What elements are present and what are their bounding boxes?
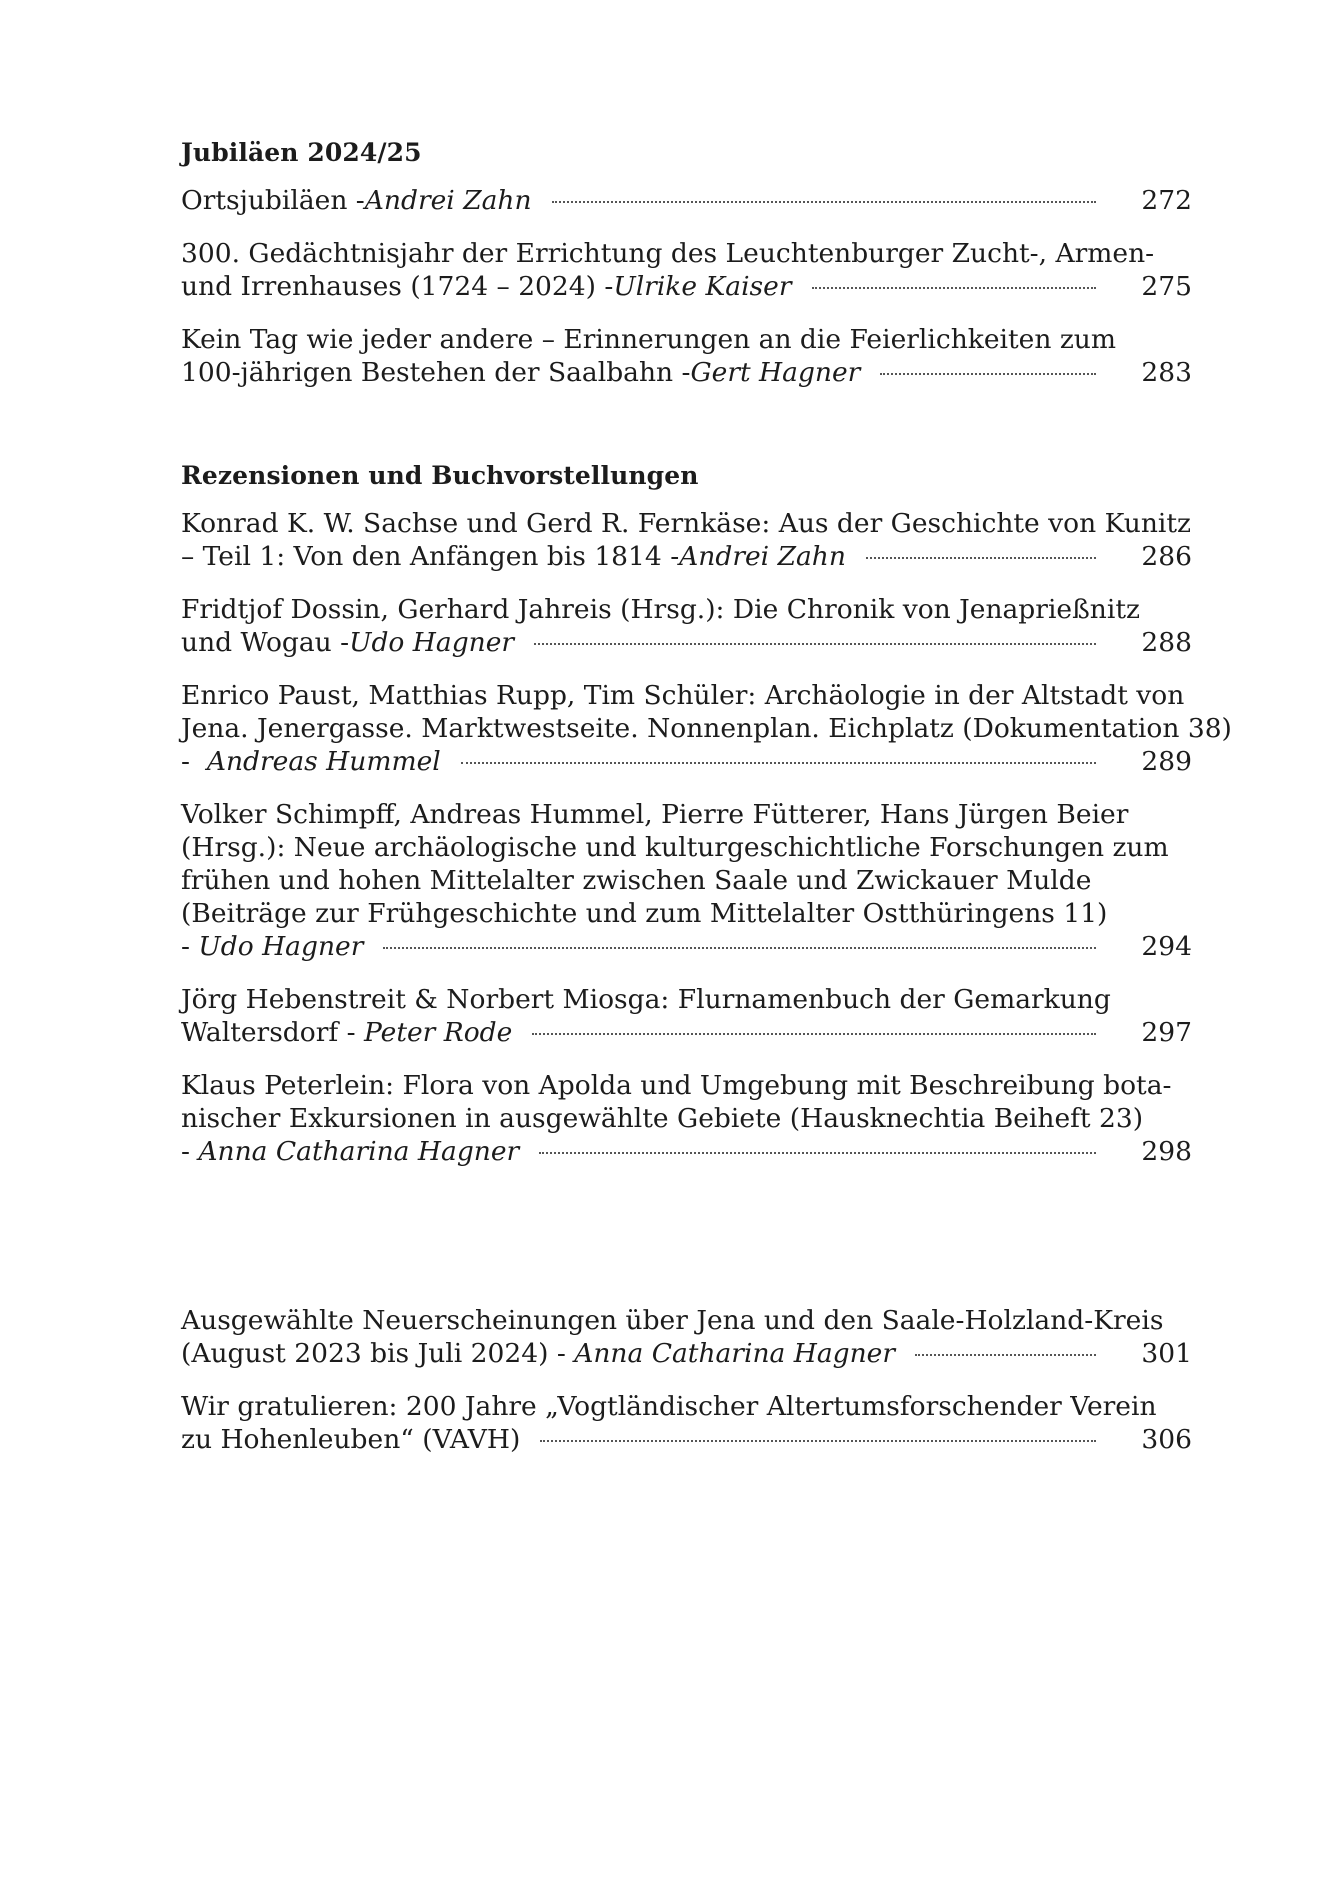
toc-entry[interactable]: [181, 323, 1192, 389]
page-number: 306: [1141, 1424, 1192, 1455]
toc-entry[interactable]: [181, 593, 1192, 659]
section-rezensionen: [181, 459, 1232, 1168]
toc-entry[interactable]: [181, 184, 1192, 217]
entry-title-line: nischer Exkursionen in ausgewählte Gebiete (Hausknechtia Beiheft 23): [181, 1103, 1144, 1134]
toc-entry[interactable]: [181, 1069, 1192, 1168]
dot-leader: [534, 643, 1096, 645]
entry-title: und Wogau -: [181, 627, 350, 658]
dot-leader: [540, 1440, 1096, 1442]
section-title: Rezensionen und Buchvorstellungen: [181, 461, 699, 490]
entry-author: Udo Hagner: [198, 931, 364, 962]
section-jubilaeen: [181, 136, 1192, 389]
page-number: 301: [1141, 1338, 1192, 1369]
section-title: Jubiläen 2024/25: [181, 138, 422, 167]
entry-title: und Irrenhauses (1724 – 2024) -: [181, 271, 614, 302]
dot-leader: [812, 287, 1097, 289]
table-of-contents: [181, 136, 1232, 1476]
page-number: 294: [1141, 931, 1192, 962]
dot-leader: [866, 557, 1096, 559]
dot-leader: [532, 1033, 1096, 1035]
entry-author: Andrei Zahn: [679, 541, 846, 572]
entry-title-line: Volker Schimpff, Andreas Hummel, Pierre Fütterer, Hans Jürgen Beier: [181, 799, 1129, 830]
entry-title: zu Hohenleuben“ (VAVH): [181, 1424, 521, 1455]
toc-entry[interactable]: [181, 798, 1192, 963]
page-number: 286: [1141, 541, 1192, 572]
section-spacer: [181, 409, 1192, 459]
entry-title-line: Fridtjof Dossin, Gerhard Jahreis (Hrsg.): Die Chronik von Jenaprießnitz: [181, 594, 1140, 625]
entry-title-line: Jörg Hebenstreit & Norbert Miosga: Flurnamenbuch der Gemarkung: [181, 984, 1111, 1015]
entry-title: (August 2023 bis Juli 2024) -: [181, 1338, 575, 1369]
entry-author: Andreas Hummel: [206, 746, 441, 777]
entry-title: Waltersdorf -: [181, 1017, 365, 1048]
entry-title-line: 300. Gedächtnisjahr der Errichtung des Leuchtenburger Zucht-, Armen-: [181, 238, 1155, 269]
entry-author: Anna Catharina Hagner: [574, 1338, 896, 1369]
entry-title-line: (Beiträge zur Frühgeschichte und zum Mittelalter Ostthüringens 11): [181, 898, 1108, 929]
entry-title: -: [181, 931, 199, 962]
entry-title-line: Enrico Paust, Matthias Rupp, Tim Schüler: Archäologie in der Altstadt von: [181, 680, 1185, 711]
dot-leader: [539, 1152, 1096, 1154]
entry-title-line: Jena. Jenergasse. Marktwestseite. Nonnenplan. Eichplatz (Dokumentation 38): [181, 713, 1232, 744]
entry-author: Udo Hagner: [349, 627, 515, 658]
page-number: 275: [1141, 271, 1192, 302]
page-number: 297: [1141, 1017, 1192, 1048]
entry-title-line: Ausgewählte Neuerscheinungen über Jena und den Saale-Holzland-Kreis: [181, 1305, 1164, 1336]
toc-entry[interactable]: [181, 679, 1232, 778]
page-number: 298: [1141, 1136, 1192, 1167]
entry-title-line: Konrad K. W. Sachse und Gerd R. Fernkäse: Aus der Geschichte von Kunitz: [181, 508, 1192, 539]
dot-leader: [915, 1354, 1096, 1356]
toc-entry[interactable]: [181, 1390, 1192, 1456]
entry-title: Ortsjubiläen -: [181, 185, 365, 216]
entry-title-line: (Hrsg.): Neue archäologische und kulturgeschichtliche Forschungen zum: [181, 832, 1169, 863]
dot-leader: [383, 947, 1096, 949]
entry-author: Peter Rode: [364, 1017, 513, 1048]
page-number: 288: [1141, 627, 1192, 658]
entry-title-line: Wir gratulieren: 200 Jahre „Vogtländischer Altertumsforschender Verein: [181, 1391, 1157, 1422]
entry-title: -: [181, 1136, 199, 1167]
entry-title-line: Klaus Peterlein: Flora von Apolda und Umgebung mit Beschreibung bota-: [181, 1070, 1172, 1101]
dot-leader: [552, 201, 1096, 203]
toc-entry[interactable]: [181, 1304, 1192, 1370]
entry-title: 100-jährigen Bestehen der Saalbahn -: [181, 357, 691, 388]
entry-author: Ulrike Kaiser: [613, 271, 792, 302]
entry-author: Gert Hagner: [690, 357, 861, 388]
section-misc: [181, 1304, 1192, 1456]
entry-title: -: [181, 746, 207, 777]
entry-author: Anna Catharina Hagner: [198, 1136, 520, 1167]
toc-entry[interactable]: [181, 237, 1192, 303]
page-number: 283: [1141, 357, 1192, 388]
section-spacer: [181, 1188, 1192, 1304]
page-number: 272: [1141, 185, 1192, 216]
toc-entry[interactable]: [181, 507, 1192, 573]
entry-title-line: Kein Tag wie jeder andere – Erinnerungen an die Feierlichkeiten zum: [181, 324, 1116, 355]
entry-author: Andrei Zahn: [364, 185, 532, 216]
entry-title-line: frühen und hohen Mittelalter zwischen Saale und Zwickauer Mulde: [181, 865, 1092, 896]
toc-entry[interactable]: [181, 983, 1192, 1049]
entry-title: – Teil 1: Von den Anfängen bis 1814 -: [181, 541, 680, 572]
dot-leader: [461, 762, 1096, 764]
page-number: 289: [1141, 746, 1192, 777]
dot-leader: [880, 373, 1096, 375]
